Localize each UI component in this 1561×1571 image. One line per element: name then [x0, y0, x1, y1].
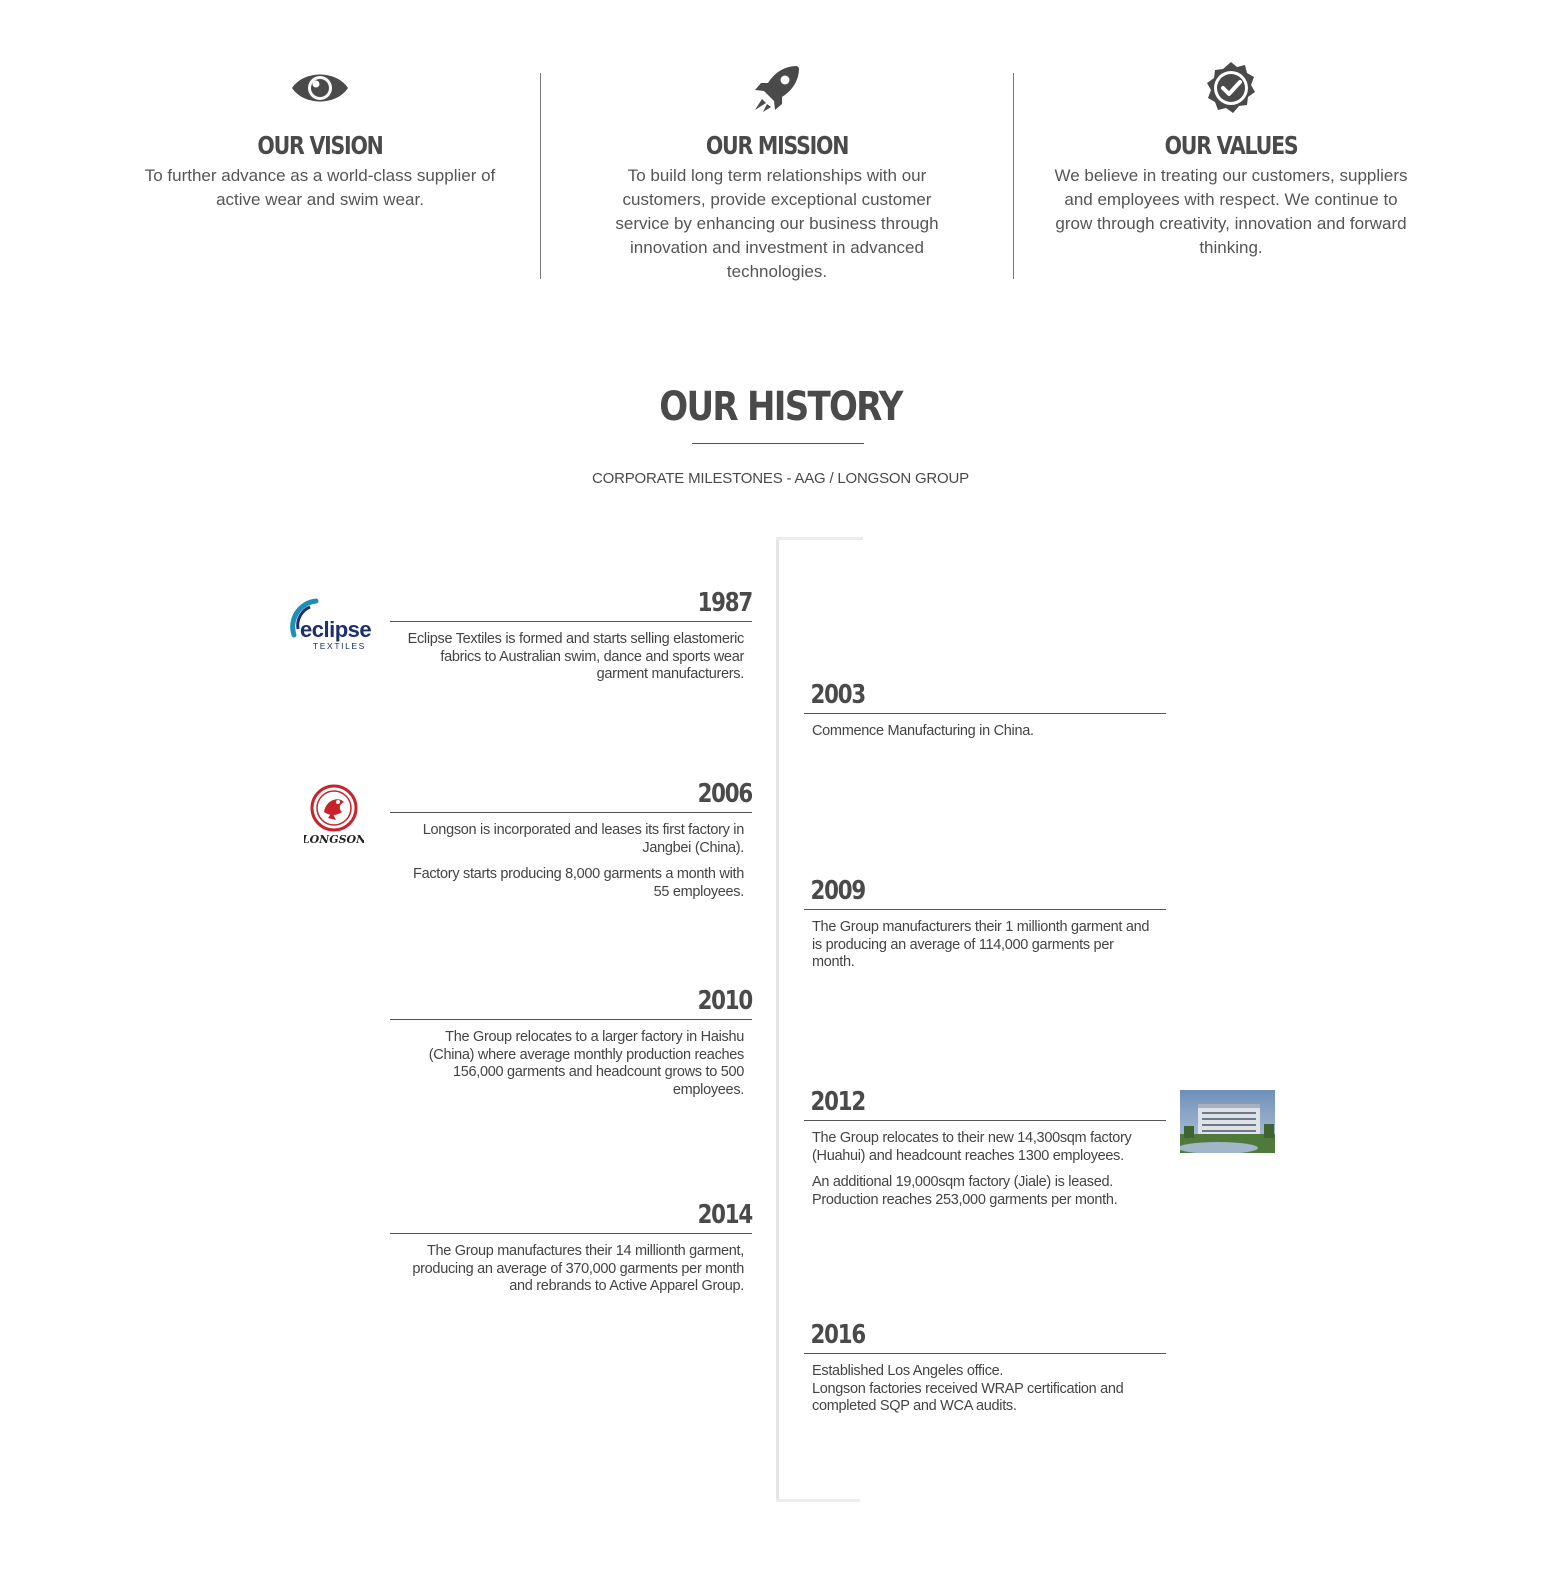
eclipse-logo-wordmark: eclipse [300, 617, 372, 642]
mission-title: OUR MISSION [705, 131, 849, 160]
longson-logo [304, 782, 364, 846]
milestone-2012 [804, 1086, 1166, 1209]
milestone-text: Eclipse Textiles is formed and starts selling elastomeric fabrics to Australian swim, dance and sports wear garment manufacturers. [407, 631, 744, 682]
vision-pillar [140, 50, 500, 212]
milestone-2006 [390, 778, 752, 901]
milestone-text: The Group manufactures their 14 millionth garment, producing an average of 370,000 garments per month and rebrands to Active Apparel Group. [412, 1243, 744, 1294]
milestone-year: 1987 [697, 588, 752, 618]
milestone-year: 2009 [810, 876, 865, 906]
vision-title: OUR VISION [257, 131, 383, 160]
longson-logo-text: LONGSON [304, 833, 364, 846]
milestone-rule [390, 812, 752, 813]
values-pillar [1051, 50, 1411, 260]
milestone-text: Factory starts producing 8,000 garments a month with 55 employees. [413, 866, 744, 900]
timeline-cap-bottom [776, 1499, 860, 1502]
milestone-2009 [804, 875, 1166, 972]
milestone-text: The Group relocates to a larger factory in Haishu (China) where average monthly production reaches 156,000 garments and headcount grows to 500 employees. [428, 1029, 744, 1098]
milestone-year: 2010 [697, 986, 752, 1016]
milestone-rule [804, 713, 1166, 714]
milestone-rule [804, 1120, 1166, 1121]
milestone-2014 [390, 1199, 752, 1296]
rocket-icon [597, 50, 957, 125]
milestone-year: 2014 [697, 1200, 752, 1230]
factory-photo [1180, 1090, 1275, 1153]
history-title: OUR HISTORY [659, 384, 902, 430]
eye-icon [140, 50, 500, 125]
milestone-rule [390, 1019, 752, 1020]
vision-text: To further advance as a world-class supplier of active wear and swim wear. [144, 166, 496, 209]
milestone-1987 [390, 587, 752, 684]
milestone-text-line: Longson factories received WRAP certification and completed SQP and WCA audits. [812, 1380, 1124, 1414]
milestone-year: 2016 [810, 1320, 865, 1350]
milestone-2010 [390, 985, 752, 1099]
timeline-cap-top [776, 537, 863, 540]
milestone-text: The Group relocates to their new 14,300sqm factory (Huahui) and headcount reaches 1300 employees. [812, 1130, 1132, 1164]
mission-pillar [597, 50, 957, 284]
milestone-2003 [804, 679, 1166, 741]
milestone-year: 2003 [810, 680, 865, 710]
eclipse-textiles-logo [286, 595, 376, 655]
milestone-text: An additional 19,000sqm factory (Jiale) is leased. Production reaches 253,000 garments per month. [812, 1174, 1118, 1208]
milestone-text-line: Established Los Angeles office. [812, 1363, 1004, 1379]
milestone-year: 2006 [697, 779, 752, 809]
milestone-text: Commence Manufacturing in China. [812, 723, 1034, 739]
milestone-text [812, 1363, 1158, 1416]
milestone-year: 2012 [810, 1087, 865, 1117]
badge-check-icon [1051, 50, 1411, 125]
history-subtitle: CORPORATE MILESTONES - AAG / LONGSON GROUP [592, 470, 969, 487]
mission-text: To build long term relationships with our customers, provide exceptional customer service by enhancing our business through innovation and investment in advanced technologies. [615, 166, 939, 281]
history-title-underline [692, 443, 864, 444]
milestone-text: The Group manufacturers their 1 millionth garment and is producing an average of 114,000 garments per month. [812, 919, 1150, 970]
milestone-rule [804, 909, 1166, 910]
milestone-text: Longson is incorporated and leases its first factory in Jangbei (China). [422, 822, 744, 856]
values-text: We believe in treating our customers, suppliers and employees with respect. We continue to grow through creativity, innovation and forward thinking. [1054, 166, 1408, 257]
pillar-divider [1013, 73, 1014, 279]
milestone-rule [804, 1353, 1166, 1354]
values-title: OUR VALUES [1164, 131, 1298, 160]
milestone-rule [390, 621, 752, 622]
timeline-spine [776, 537, 779, 1502]
eclipse-logo-sub: TEXTILES [313, 641, 366, 651]
milestone-2016 [804, 1319, 1166, 1416]
milestone-rule [390, 1233, 752, 1234]
pillar-divider [540, 73, 541, 279]
